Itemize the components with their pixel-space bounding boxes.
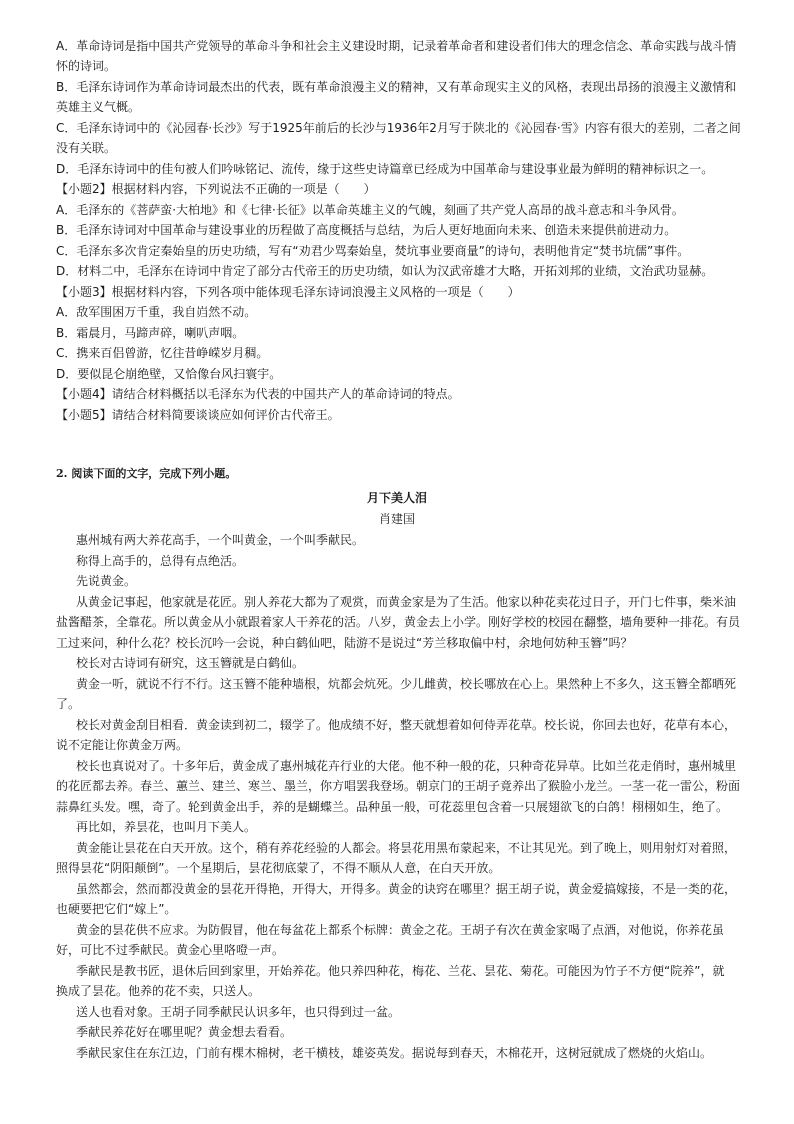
story-line: 也硬要把它们“嫁上”。 [56, 902, 177, 916]
option-d-line-1: D．毛泽东诗词中的佳句被人们吟咏铭记、流传，缘于这些史诗篇章已经成为中国革命与建设事业最为鲜明的精神标识之一。 [56, 162, 714, 176]
story-line: 季献民是教书匠，退休后回到家里，开始养花。他只养四种花，梅花、兰花、昙花、菊花。可能因为竹子不方便“院养”，就 [76, 964, 725, 978]
story-line: 蒜鼻红头发。嘿，奇了。轮到黄金出手，养的是蝴蝶兰。品种虽一般，可花蕊里包含着一只展翅欲飞的白鸽！栩栩如生，绝了。 [56, 800, 729, 814]
story-line: 工过来问，种什么花？校长沉吟一会说，种白鹤仙吧，陆游不是说过“芳兰移取偏中村，余地何妨种玉簪”吗？ [56, 636, 633, 650]
q3-option-a: A．敌军围困万千重，我自岿然不动。 [56, 305, 257, 319]
story-line: 了。 [56, 697, 81, 711]
story-line: 换成了昙花。他养的花不卖，只送人。 [56, 984, 261, 998]
story-line: 照得昙花“阴阳颠倒”。一个星期后，昙花彻底蒙了，不得不顺从人意，在白天开放。 [56, 861, 501, 875]
story-line: 季献民养花好在哪里呢？黄金想去看看。 [76, 1025, 293, 1039]
q3-option-c: C．携来百侣曾游，忆往昔峥嵘岁月稠。 [56, 346, 269, 360]
story-line: 称得上高手的，总得有点绝活。 [76, 554, 245, 568]
q2-option-b: B．毛泽东诗词对中国革命与建设事业的历程做了高度概括与总结，为后人更好地面向未来、创造未来提供前进动力。 [56, 223, 677, 237]
question-3: 【小题3】根据材料内容，下列各项中能体现毛泽东诗词浪漫主义风格的一项是（ ） [56, 285, 520, 299]
question-2: 【小题2】根据材料内容，下列说法不正确的一项是（ ） [56, 182, 376, 196]
story-line: 黄金能让昙花在白天开放。这个，稍有养花经验的人都会。将昙花用黑布蒙起来，不让其见光。到了晚上，则用射灯对着照， [76, 841, 737, 855]
option-c-line-2: 没有关联。 [56, 141, 117, 155]
story-line: 校长对古诗词有研究，这玉簪就是白鹤仙。 [76, 656, 305, 670]
story-line: 惠州城有两大养花高手，一个叫黄金，一个叫季献民。 [76, 533, 365, 547]
option-a-line-2: 怀的诗词。 [56, 59, 117, 73]
story-line: 黄金的昙花供不应求。为防假冒，他在每盆花上都系个标牌：黄金之花。王胡子有次在黄金家喝了点酒，对他说，你养花虽 [76, 923, 725, 937]
story-title: 月下美人泪 [366, 491, 427, 505]
story-line: 校长也真说对了。十多年后，黄金成了惠州城花卉行业的大佬。他不种一般的花，只种奇花异草。比如兰花走俏时，惠州城里 [76, 759, 737, 773]
q3-option-d: D．要似昆仑崩绝壁，又恰像台风扫寰宇。 [56, 367, 282, 381]
q3-option-b: B．霜晨月，马蹄声碎，喇叭声咽。 [56, 326, 245, 340]
option-a-line-1: A．革命诗词是指中国共产党领导的革命斗争和社会主义建设时期，记录着革命者和建设者们伟大的理念信念、革命实践与战斗情 [56, 39, 737, 53]
question-5: 【小题5】请结合材料简要谈谈应如何评价古代帝王。 [56, 408, 340, 422]
story-line: 的花匠都去养。春兰、蕙兰、建兰、寒兰、墨兰，你方唱罢我登场。朝京门的王胡子竟养出了猴脸小龙兰。一茎一花一雷公，粉面 [56, 779, 741, 793]
q2-option-c: C．毛泽东多次肯定秦始皇的历史功绩，写有“劝君少骂秦始皇，焚坑事业要商量”的诗句，表明他肯定“焚书坑儒”事件。 [56, 244, 690, 258]
story-line: 盐酱醋茶，全靠花。所以黄金从小就跟着家人干养花的活。八岁，黄金去上小学。刚好学校的校园在翻整，墙角要种一排花。有员 [56, 615, 741, 629]
story-line: 从黄金记事起，他家就是花匠。别人养花大都为了观赏，而黄金家是为了生活。他家以种花卖花过日子，开门七件事，柴米油 [76, 595, 737, 609]
section-2-heading: 2. 阅读下面的文字，完成下列小题。 [56, 467, 237, 480]
story-line: 先说黄金。 [76, 574, 137, 588]
q2-option-a: A．毛泽东的《菩萨蛮·大柏地》和《七律·长征》以革命英雄主义的气魄，刻画了共产党人高昂的战斗意志和斗争风骨。 [56, 203, 684, 217]
story-line: 校长对黄金刮目相看．黄金读到初二，辍学了。他成绩不好，整天就想着如何侍弄花草。校长说，你回去也好，花草有本心， [76, 718, 737, 732]
option-b-line-1: B．毛泽东诗词作为革命诗词最杰出的代表，既有革命浪漫主义的精神，又有革命现实主义的风格，表现出昂扬的浪漫主义激情和 [56, 80, 737, 94]
story-line: 说不定能让你黄金万两。 [56, 738, 189, 752]
story-line: 季献民家住在东江边，门前有棵木棉树，老干横枝，雄姿英发。据说每到春天，木棉花开，这树冠就成了燃烧的火焰山。 [76, 1046, 713, 1060]
story-line: 送人也看对象。王胡子同季献民认识多年，也只得到过一盆。 [76, 1005, 401, 1019]
q2-option-d: D．材料二中，毛泽东在诗词中肯定了部分古代帝王的历史功绩，如认为汉武帝雄才大略，开拓刘邦的业绩，文治武功显赫。 [56, 264, 714, 278]
story-line: 再比如，养昙花，也叫月下美人。 [76, 820, 257, 834]
option-c-line-1: C．毛泽东诗词中的《沁园春·长沙》写于1925年前后的长沙与1936年2月写于陕北的《沁园春·雪》内容有很大的差别，二者之间 [56, 121, 741, 135]
question-4: 【小题4】请结合材料概括以毛泽东为代表的中国共产人的革命诗词的特点。 [56, 387, 460, 401]
story-line: 虽然都会，然而都没黄金的昙花开得艳，开得大，开得多。黄金的诀窍在哪里？据王胡子说，黄金爱搞嫁接，不是一类的花， [76, 882, 737, 896]
story-author: 肖建国 [378, 512, 415, 526]
option-b-line-2: 英雄主义气概。 [56, 100, 141, 114]
story-line: 好，可比不过季献民。黄金心里咯噔一声。 [56, 943, 285, 957]
story-line: 黄金一听，就说不行不行。这玉簪不能种墙根，炕都会炕死。少儿雌黄，校长哪放在心上。果然种上不多久，这玉簪全都晒死 [76, 677, 737, 691]
